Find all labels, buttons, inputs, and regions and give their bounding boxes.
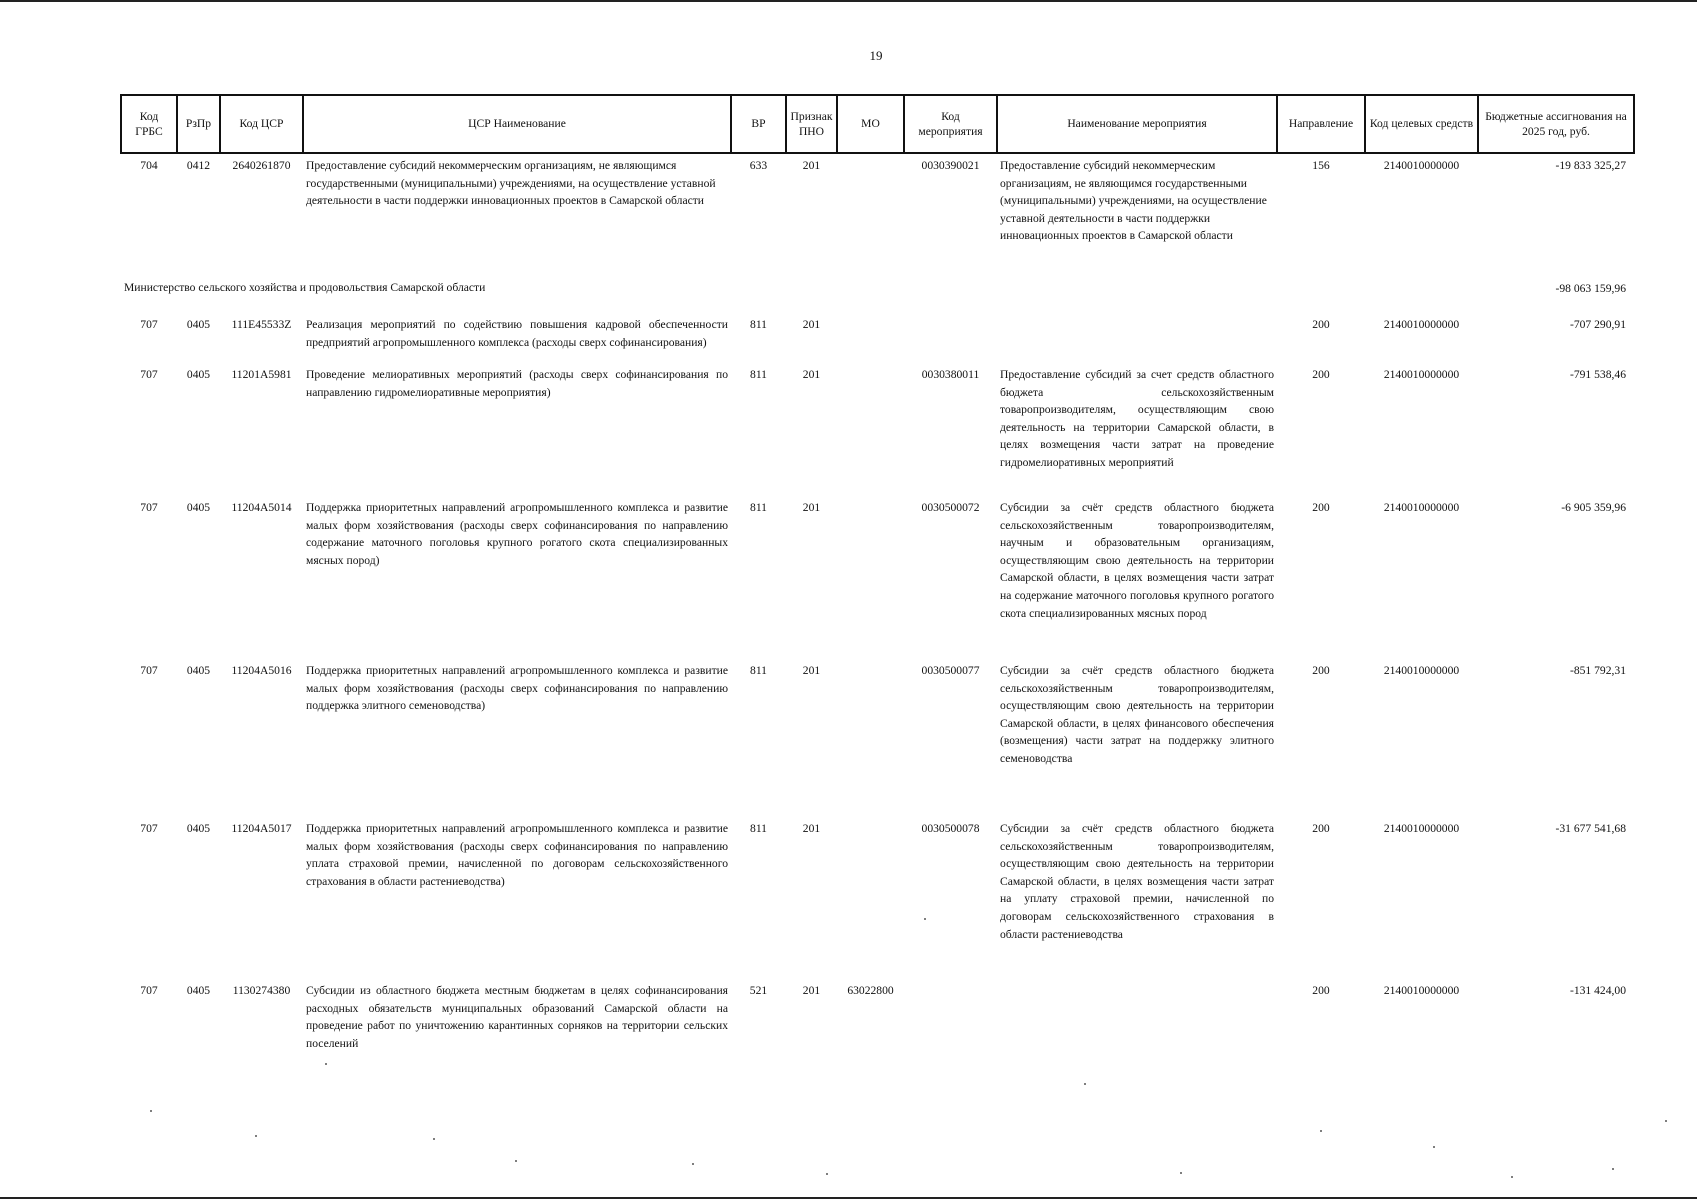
col-header-target-code: Код целевых средств <box>1365 95 1478 153</box>
cell-mo <box>837 659 904 817</box>
col-header-event-code: Код мероприятия <box>904 95 997 153</box>
cell-csr-code: 11201A5981 <box>231 368 292 381</box>
cell-direction: 156 <box>1312 159 1330 172</box>
cell-event-name: Субсидии за счёт средств областного бюджета сельскохозяйственным товаропроизводителям, осуществляющим свою деятельность на территории Самарской области, в целях возмещения части затрат на уплату страховой премии, начисленной по договорам сельскохозяйственного страхования в области растениеводства <box>1000 822 1274 941</box>
cell-mo <box>837 153 904 277</box>
ministry-amount: -98 063 159,96 <box>1555 282 1626 295</box>
cell-pno: 201 <box>802 984 821 997</box>
cell-amount: -707 290,91 <box>1569 318 1626 331</box>
cell-amount: -6 905 359,96 <box>1561 501 1626 514</box>
cell-event-code: 0030500072 <box>921 501 980 514</box>
cell-rzpr: 0405 <box>186 368 211 381</box>
cell-direction: 200 <box>1312 664 1330 677</box>
cell-csr-code: 11204A5014 <box>231 501 292 514</box>
scan-speck <box>1084 1083 1086 1085</box>
ministry-row <box>121 277 1634 299</box>
cell-mo <box>837 363 904 496</box>
cell-event-name: Предоставление субсидий за счет средств областного бюджета сельскохозяйственным товаропроизводителям, осуществляющим свою деятельность на территории Самарской области, в целях возмещения части затрат на проведение гидромелиоративных мероприятий <box>1000 368 1274 469</box>
cell-csr-name: Проведение мелиоративных мероприятий (расходы сверх софинансирования по направлению гидромелиоративные мероприятия) <box>306 368 728 399</box>
cell-csr-name: Предоставление субсидий некоммерческим организациям, не являющимся государственными (муниципальными) учреждениями, на осуществление уставной деятельности в части поддержки инновационных проектов в Самарской области <box>306 159 716 208</box>
cell-csr-code: 11204A5016 <box>231 664 292 677</box>
scan-top-border <box>0 0 1697 2</box>
cell-rzpr: 0405 <box>186 822 211 835</box>
table-row <box>121 496 1634 659</box>
cell-event-name <box>997 979 1277 1059</box>
scan-speck <box>1612 1168 1614 1170</box>
cell-event-code: 0030500077 <box>921 664 980 677</box>
cell-csr-name: Субсидии из областного бюджета местным бюджетам в целях софинансирования расходных обязательств муниципальных образований Самарской области на проведение работ по уничтожению карантинных сорняков на территории сельских поселений <box>306 984 728 1050</box>
col-header-csr-name: ЦСР Наименование <box>303 95 731 153</box>
scan-speck <box>924 918 926 920</box>
cell-target-code: 2140010000000 <box>1383 318 1460 331</box>
cell-csr-code: 11204A5017 <box>231 822 292 835</box>
cell-rzpr: 0405 <box>186 318 211 331</box>
cell-vr: 521 <box>749 984 768 997</box>
cell-pno: 201 <box>802 822 821 835</box>
cell-pno: 201 <box>802 664 821 677</box>
scan-speck <box>515 1160 517 1162</box>
cell-grbs: 707 <box>140 822 158 835</box>
cell-vr: 811 <box>750 664 767 677</box>
cell-csr-code: 1130274380 <box>232 984 291 997</box>
table-row <box>121 659 1634 817</box>
cell-target-code: 2140010000000 <box>1383 664 1460 677</box>
cell-mo <box>837 496 904 659</box>
scan-speck <box>325 1063 327 1065</box>
cell-event-code <box>904 313 997 363</box>
cell-rzpr: 0405 <box>186 501 211 514</box>
cell-amount: -131 424,00 <box>1569 984 1626 997</box>
table-row <box>121 363 1634 496</box>
scan-speck <box>150 1110 152 1112</box>
cell-direction: 200 <box>1312 318 1330 331</box>
cell-mo: 63022800 <box>847 984 894 997</box>
col-header-amount: Бюджетные ассигнования на 2025 год, руб. <box>1478 95 1634 153</box>
spacer-row <box>121 299 1634 313</box>
cell-rzpr: 0412 <box>186 159 211 172</box>
cell-vr: 811 <box>750 501 767 514</box>
cell-csr-name: Поддержка приоритетных направлений агропромышленного комплекса и развитие малых форм хозяйствования (расходы сверх софинансирования по направлению поддержка элитного семеноводства) <box>306 664 728 713</box>
table-row <box>121 817 1634 979</box>
col-header-pno: Признак ПНО <box>786 95 837 153</box>
scan-speck <box>1665 1120 1667 1122</box>
budget-table <box>120 94 1635 1059</box>
cell-grbs: 707 <box>140 984 158 997</box>
cell-grbs: 707 <box>140 368 158 381</box>
col-header-mo: МО <box>837 95 904 153</box>
cell-csr-name: Поддержка приоритетных направлений агропромышленного комплекса и развитие малых форм хозяйствования (расходы сверх софинансирования по направлению уплата страховой премии, начисленной по договорам сельскохозяйственного страхования в области растениеводства) <box>306 822 728 888</box>
cell-direction: 200 <box>1312 501 1330 514</box>
cell-mo <box>837 313 904 363</box>
cell-event-name: Предоставление субсидий некоммерческим организациям, не являющимся государственными (муниципальными) учреждениями, на осуществление уставной деятельности в части поддержки инновационных проектов в Самарской области <box>1000 159 1267 243</box>
cell-vr: 633 <box>749 159 768 172</box>
cell-direction: 200 <box>1312 984 1330 997</box>
cell-mo <box>837 817 904 979</box>
cell-direction: 200 <box>1312 822 1330 835</box>
cell-target-code: 2140010000000 <box>1383 368 1460 381</box>
table-row <box>121 979 1634 1059</box>
scan-bottom-border <box>0 1197 1697 1199</box>
scan-speck <box>692 1163 694 1165</box>
cell-amount: -791 538,46 <box>1569 368 1626 381</box>
cell-amount: -19 833 325,27 <box>1555 159 1626 172</box>
cell-event-name <box>997 313 1277 363</box>
scan-speck <box>826 1173 828 1175</box>
cell-direction: 200 <box>1312 368 1330 381</box>
cell-target-code: 2140010000000 <box>1383 159 1460 172</box>
scan-speck <box>1320 1130 1322 1132</box>
cell-event-name: Субсидии за счёт средств областного бюджета сельскохозяйственным товаропроизводителям, научным и образовательным организациям, осуществляющим свою деятельность на территории Самарской области, в целях возмещения части затрат на содержание маточного поголовья крупного рогатого скота специализированных мясных пород <box>1000 501 1274 620</box>
cell-rzpr: 0405 <box>186 664 211 677</box>
scan-speck <box>1180 1172 1182 1174</box>
cell-grbs: 707 <box>140 664 158 677</box>
cell-csr-code: 111E45533Z <box>231 318 292 331</box>
ministry-name: Министерство сельского хозяйства и продовольствия Самарской области <box>124 281 486 294</box>
cell-event-name: Субсидии за счёт средств областного бюджета сельскохозяйственным товаропроизводителям, осуществляющим свою деятельность на территории Самарской области, в целях финансового обеспечения (возмещения) части затрат на поддержку элитного семеноводства <box>1000 664 1274 765</box>
cell-pno: 201 <box>802 501 821 514</box>
page-number: 19 <box>869 48 883 63</box>
cell-vr: 811 <box>750 318 767 331</box>
cell-amount: -31 677 541,68 <box>1555 822 1626 835</box>
cell-pno: 201 <box>802 368 821 381</box>
cell-grbs: 707 <box>140 318 158 331</box>
scan-speck <box>1433 1146 1435 1148</box>
cell-event-code <box>904 979 997 1059</box>
cell-target-code: 2140010000000 <box>1383 822 1460 835</box>
cell-event-code: 0030380011 <box>921 368 980 381</box>
col-header-rzpr: РзПр <box>177 95 220 153</box>
table-row <box>121 313 1634 363</box>
col-header-event-name: Наименование мероприятия <box>997 95 1277 153</box>
cell-amount: -851 792,31 <box>1569 664 1626 677</box>
cell-csr-code: 2640261870 <box>232 159 291 172</box>
scan-speck <box>255 1135 257 1137</box>
col-header-grbs: Код ГРБС <box>121 95 177 153</box>
cell-rzpr: 0405 <box>186 984 211 997</box>
col-header-csr-code: Код ЦСР <box>220 95 303 153</box>
table-header-row <box>121 95 1634 153</box>
scan-speck <box>1511 1176 1513 1178</box>
cell-csr-name: Реализация мероприятий по содействию повышения кадровой обеспеченности предприятий агропромышленного комплекса (расходы сверх софинансирования) <box>306 318 728 349</box>
cell-target-code: 2140010000000 <box>1383 501 1460 514</box>
cell-target-code: 2140010000000 <box>1383 984 1460 997</box>
col-header-direction: Направление <box>1277 95 1365 153</box>
col-header-vr: ВР <box>731 95 786 153</box>
table-row <box>121 153 1634 277</box>
cell-grbs: 707 <box>140 501 158 514</box>
cell-event-code: 0030500078 <box>921 822 980 835</box>
cell-vr: 811 <box>750 822 767 835</box>
cell-csr-name: Поддержка приоритетных направлений агропромышленного комплекса и развитие малых форм хозяйствования (расходы сверх софинансирования по направлению содержание маточного поголовья крупного рогатого скота специализированных мясных пород) <box>306 501 728 567</box>
cell-vr: 811 <box>750 368 767 381</box>
cell-grbs: 704 <box>140 159 158 172</box>
cell-pno: 201 <box>802 159 821 172</box>
cell-event-code: 0030390021 <box>921 159 980 172</box>
scan-speck <box>433 1138 435 1140</box>
cell-pno: 201 <box>802 318 821 331</box>
